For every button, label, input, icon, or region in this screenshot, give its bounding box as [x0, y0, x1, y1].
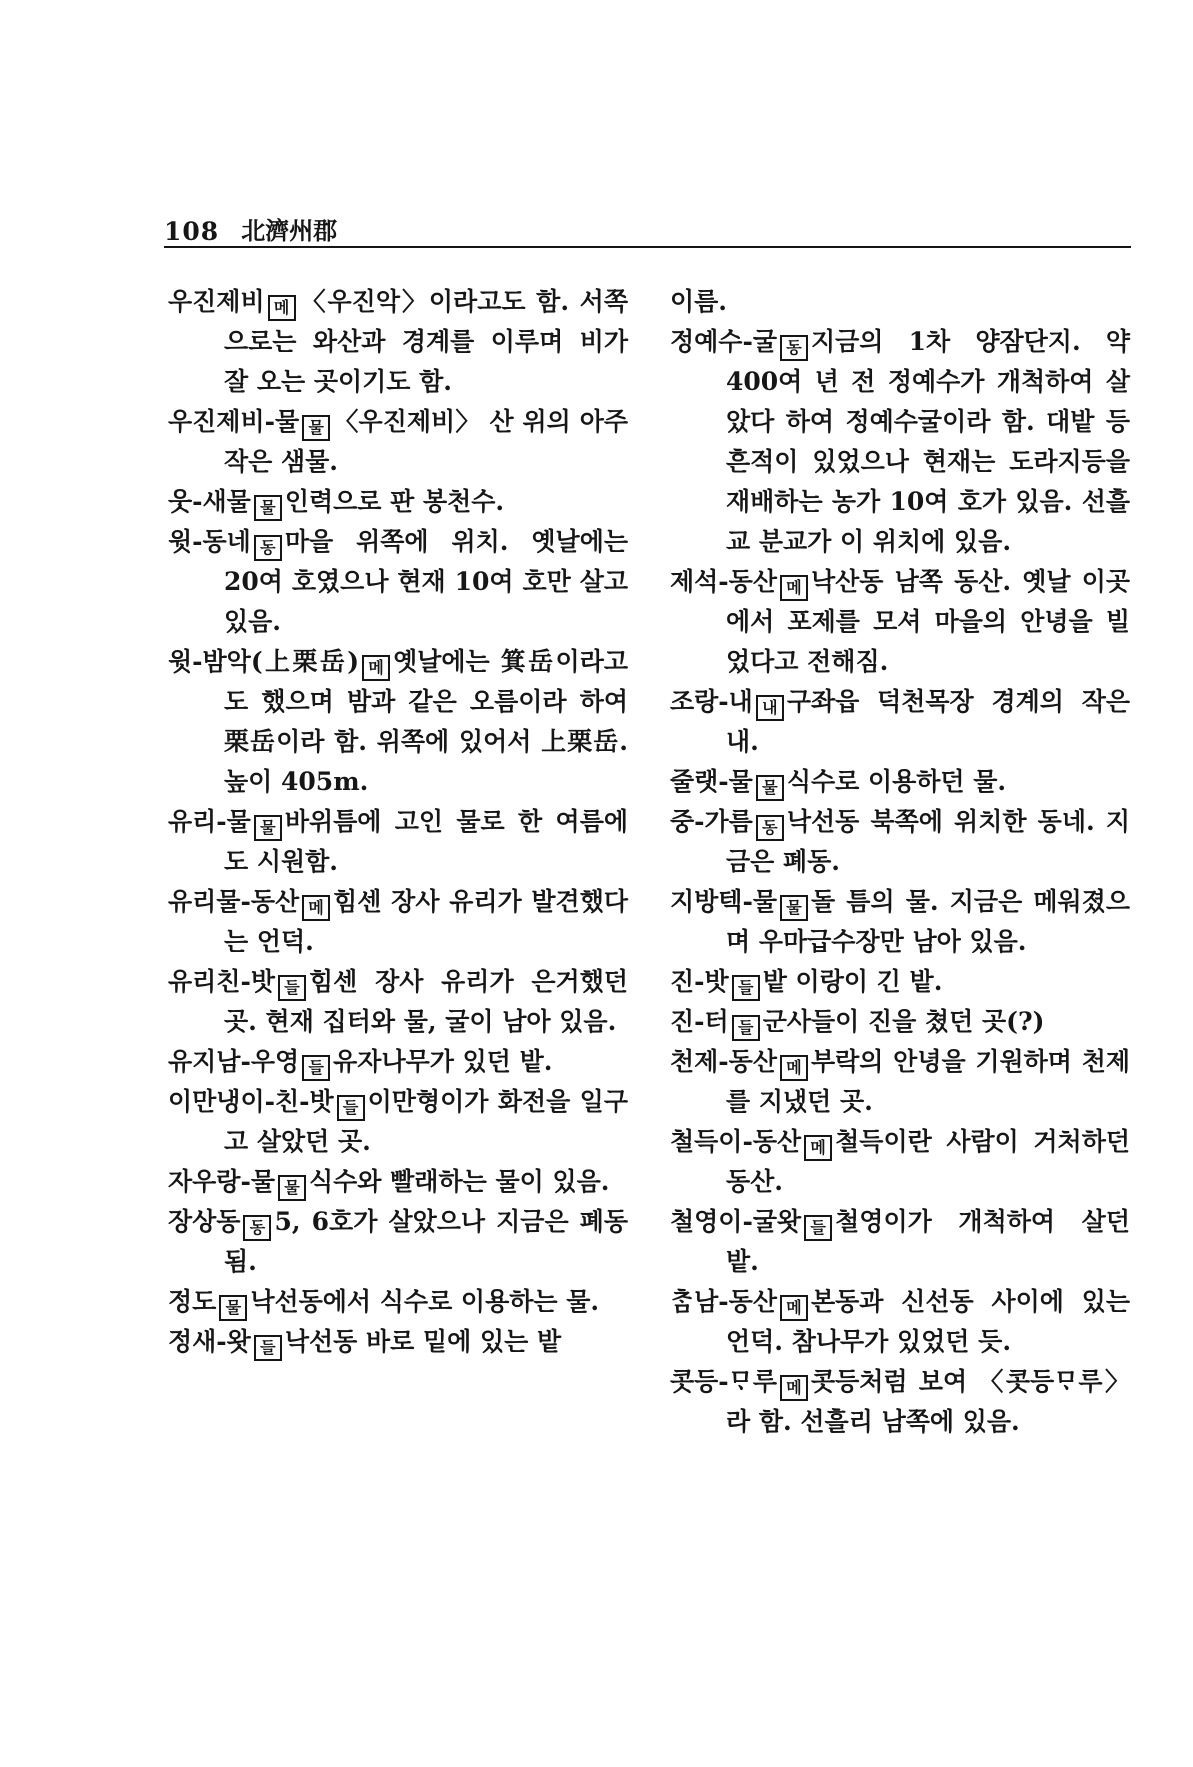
dictionary-entry	[168, 1042, 628, 1082]
dictionary-entry	[168, 1282, 628, 1322]
entry-description: 이만형이가 화전을 일구고 살았던 곳.	[224, 1087, 628, 1156]
entry-description: 낙선동 바로 밑에 있는 밭	[284, 1327, 562, 1356]
entry-term: 콧등-ᄆᆞ루	[670, 1367, 777, 1396]
dictionary-entry	[168, 962, 628, 1042]
entry-term: 정도	[168, 1287, 217, 1316]
entry-term: 웃-새물	[168, 487, 251, 516]
category-tag: 물	[254, 815, 282, 841]
entry-term: 자우랑-물	[168, 1167, 275, 1196]
category-tag: 메	[780, 575, 808, 601]
category-tag: 들	[804, 1215, 832, 1241]
dictionary-entry	[670, 1362, 1130, 1442]
entry-description: 〈우진악〉이라고도 함. 서쪽으로는 와산과 경계를 이루며 비가 잘 오는 곳이기도 함.	[224, 287, 628, 396]
entry-description: 낙산동 남쪽 동산. 옛날 이곳에서 포제를 모셔 마을의 안녕을 빌었다고 전해짐.	[726, 567, 1130, 676]
entry-term: 진-밧	[670, 967, 729, 996]
entry-description: 식수와 빨래하는 물이 있음.	[308, 1167, 610, 1196]
category-tag: 메	[302, 895, 330, 921]
category-tag: 동	[243, 1215, 271, 1241]
category-tag: 들	[302, 1055, 330, 1081]
entry-term: 줄랫-물	[670, 767, 753, 796]
entry-description: 힘센 장사 유리가 발견했다는 언덕.	[224, 887, 628, 956]
category-tag: 메	[362, 655, 390, 681]
dictionary-entry	[670, 1002, 1130, 1042]
running-header	[164, 208, 1131, 246]
entry-term: 장상동	[168, 1207, 241, 1236]
category-tag: 동	[780, 335, 808, 361]
dictionary-entry	[670, 962, 1130, 1002]
entry-term: 진-터	[670, 1007, 729, 1036]
category-tag: 메	[804, 1135, 832, 1161]
entry-term: 유리물-동산	[168, 887, 300, 916]
entry-term: 정새-왓	[168, 1327, 251, 1356]
entry-term: 철득이-동산	[670, 1127, 802, 1156]
entry-description: 마을 위쪽에 위치. 옛날에는 20여 호였으나 현재 10여 호만 살고 있음.	[224, 527, 628, 636]
entry-description: 이름.	[670, 287, 728, 316]
dictionary-entry	[168, 642, 628, 802]
right-column	[670, 282, 1130, 1442]
entry-description: 구좌읍 덕천목장 경계의 작은 내.	[726, 687, 1130, 756]
dictionary-entry	[168, 522, 628, 642]
dictionary-entry	[670, 322, 1130, 562]
dictionary-entry	[670, 1042, 1130, 1122]
dictionary-entry	[670, 282, 1130, 322]
dictionary-entry	[168, 1322, 628, 1362]
entry-description: 낙선동 북쪽에 위치한 동네. 지금은 폐동.	[726, 807, 1130, 876]
category-tag: 물	[302, 415, 330, 441]
dictionary-entry	[168, 802, 628, 882]
entry-term: 유지남-우영	[168, 1047, 300, 1076]
entry-term: 천제-동산	[670, 1047, 777, 1076]
entry-term: 이만냉이-친-밧	[168, 1087, 334, 1116]
category-tag: 들	[732, 975, 760, 1001]
entry-description: 철영이가 개척하여 살던 밭.	[726, 1207, 1130, 1276]
entry-term: 제석-동산	[670, 567, 777, 596]
entry-description: 인력으로 판 봉천수.	[284, 487, 505, 516]
entry-description: 밭 이랑이 긴 밭.	[762, 967, 943, 996]
entry-description: 유자나무가 있던 밭.	[333, 1047, 553, 1076]
header-title: 北濟州郡	[241, 216, 338, 245]
dictionary-entry	[670, 802, 1130, 882]
category-tag: 메	[780, 1375, 808, 1401]
category-tag: 들	[278, 975, 306, 1001]
dictionary-entry	[168, 482, 628, 522]
dictionary-entry	[670, 682, 1130, 762]
entry-description: 낙선동에서 식수로 이용하는 물.	[250, 1287, 600, 1316]
entry-description: 콧등처럼 보여 〈콧등ᄆᆞ루〉라 함. 선흘리 남쪽에 있음.	[726, 1367, 1130, 1436]
entry-term: 우진제비	[168, 287, 265, 316]
category-tag: 물	[219, 1295, 247, 1321]
entry-description: 철득이란 사람이 거처하던 동산.	[726, 1127, 1130, 1196]
category-tag: 들	[337, 1095, 365, 1121]
entry-term: 우진제비-물	[168, 407, 300, 436]
category-tag: 물	[756, 775, 784, 801]
entry-term: 중-가름	[670, 807, 753, 836]
dictionary-entry	[670, 562, 1130, 682]
entry-description: 지금의 1차 양잠단지. 약 400여 년 전 정예수가 개척하여 살았다 하여 정예수굴이라 함. 대밭 등 흔적이 있었으나 현재는 도라지등을 재배하는 농가 10여 호가 있음. 선흘교 분교가 이 위치에 있음.	[726, 327, 1130, 556]
entry-description: 5, 6호가 살았으나 지금은 폐동됨.	[224, 1207, 628, 1276]
entry-description: 바위틈에 고인 물로 한 여름에도 시원함.	[224, 807, 628, 876]
entry-description: 〈우진제비〉 산 위의 아주 작은 샘물.	[224, 407, 628, 476]
dictionary-entry	[168, 882, 628, 962]
dictionary-entry	[670, 1122, 1130, 1202]
dictionary-entry	[168, 1202, 628, 1282]
category-tag: 물	[254, 495, 282, 521]
category-tag: 물	[780, 895, 808, 921]
entry-term: 윗-밤악(上栗岳)	[168, 647, 360, 676]
entry-description: 돌 틈의 물. 지금은 메워졌으며 우마급수장만 남아 있음.	[726, 887, 1130, 956]
entry-description: 군사들이 진을 쳤던 곳(?)	[762, 1007, 1045, 1036]
dictionary-entry	[168, 402, 628, 482]
category-tag: 메	[780, 1295, 808, 1321]
entry-term: 철영이-굴왓	[670, 1207, 802, 1236]
category-tag: 메	[268, 295, 296, 321]
left-column	[168, 282, 628, 1362]
category-tag: 들	[254, 1335, 282, 1361]
entry-term: 유리-물	[168, 807, 251, 836]
category-tag: 동	[254, 535, 282, 561]
category-tag: 들	[732, 1015, 760, 1041]
dictionary-entry	[168, 1162, 628, 1202]
entry-term: 유리친-밧	[168, 967, 275, 996]
entry-term: ᄎᆞᆷ남-동산	[670, 1287, 777, 1316]
category-tag: 메	[780, 1055, 808, 1081]
category-tag: 내	[756, 695, 784, 721]
dictionary-entry	[168, 282, 628, 402]
header-rule	[164, 246, 1131, 248]
dictionary-entry	[670, 882, 1130, 962]
dictionary-entry	[670, 1282, 1130, 1362]
entry-description: 본동과 신선동 사이에 있는 언덕. 참나무가 있었던 듯.	[726, 1287, 1130, 1356]
dictionary-entry	[670, 762, 1130, 802]
entry-term: 조랑-내	[670, 687, 753, 716]
entry-description: 식수로 이용하던 물.	[786, 767, 1007, 796]
entry-description: 부락의 안녕을 기원하며 천제를 지냈던 곳.	[726, 1047, 1130, 1116]
category-tag: 동	[756, 815, 784, 841]
dictionary-entry	[670, 1202, 1130, 1282]
category-tag: 물	[278, 1175, 306, 1201]
entry-term: 정예수-굴	[670, 327, 777, 356]
entry-description: 힘센 장사 유리가 은거했던 곳. 현재 집터와 물, 굴이 남아 있음.	[224, 967, 628, 1036]
entry-description: 옛날에는 箕岳이라고도 했으며 밤과 같은 오름이라 하여 栗岳이라 함. 위쪽에 있어서 上栗岳. 높이 405m.	[224, 647, 628, 796]
dictionary-entry	[168, 1082, 628, 1162]
entry-term: 윗-동네	[168, 527, 251, 556]
page-number: 108	[164, 217, 220, 246]
entry-term: 지방텍-물	[670, 887, 777, 916]
